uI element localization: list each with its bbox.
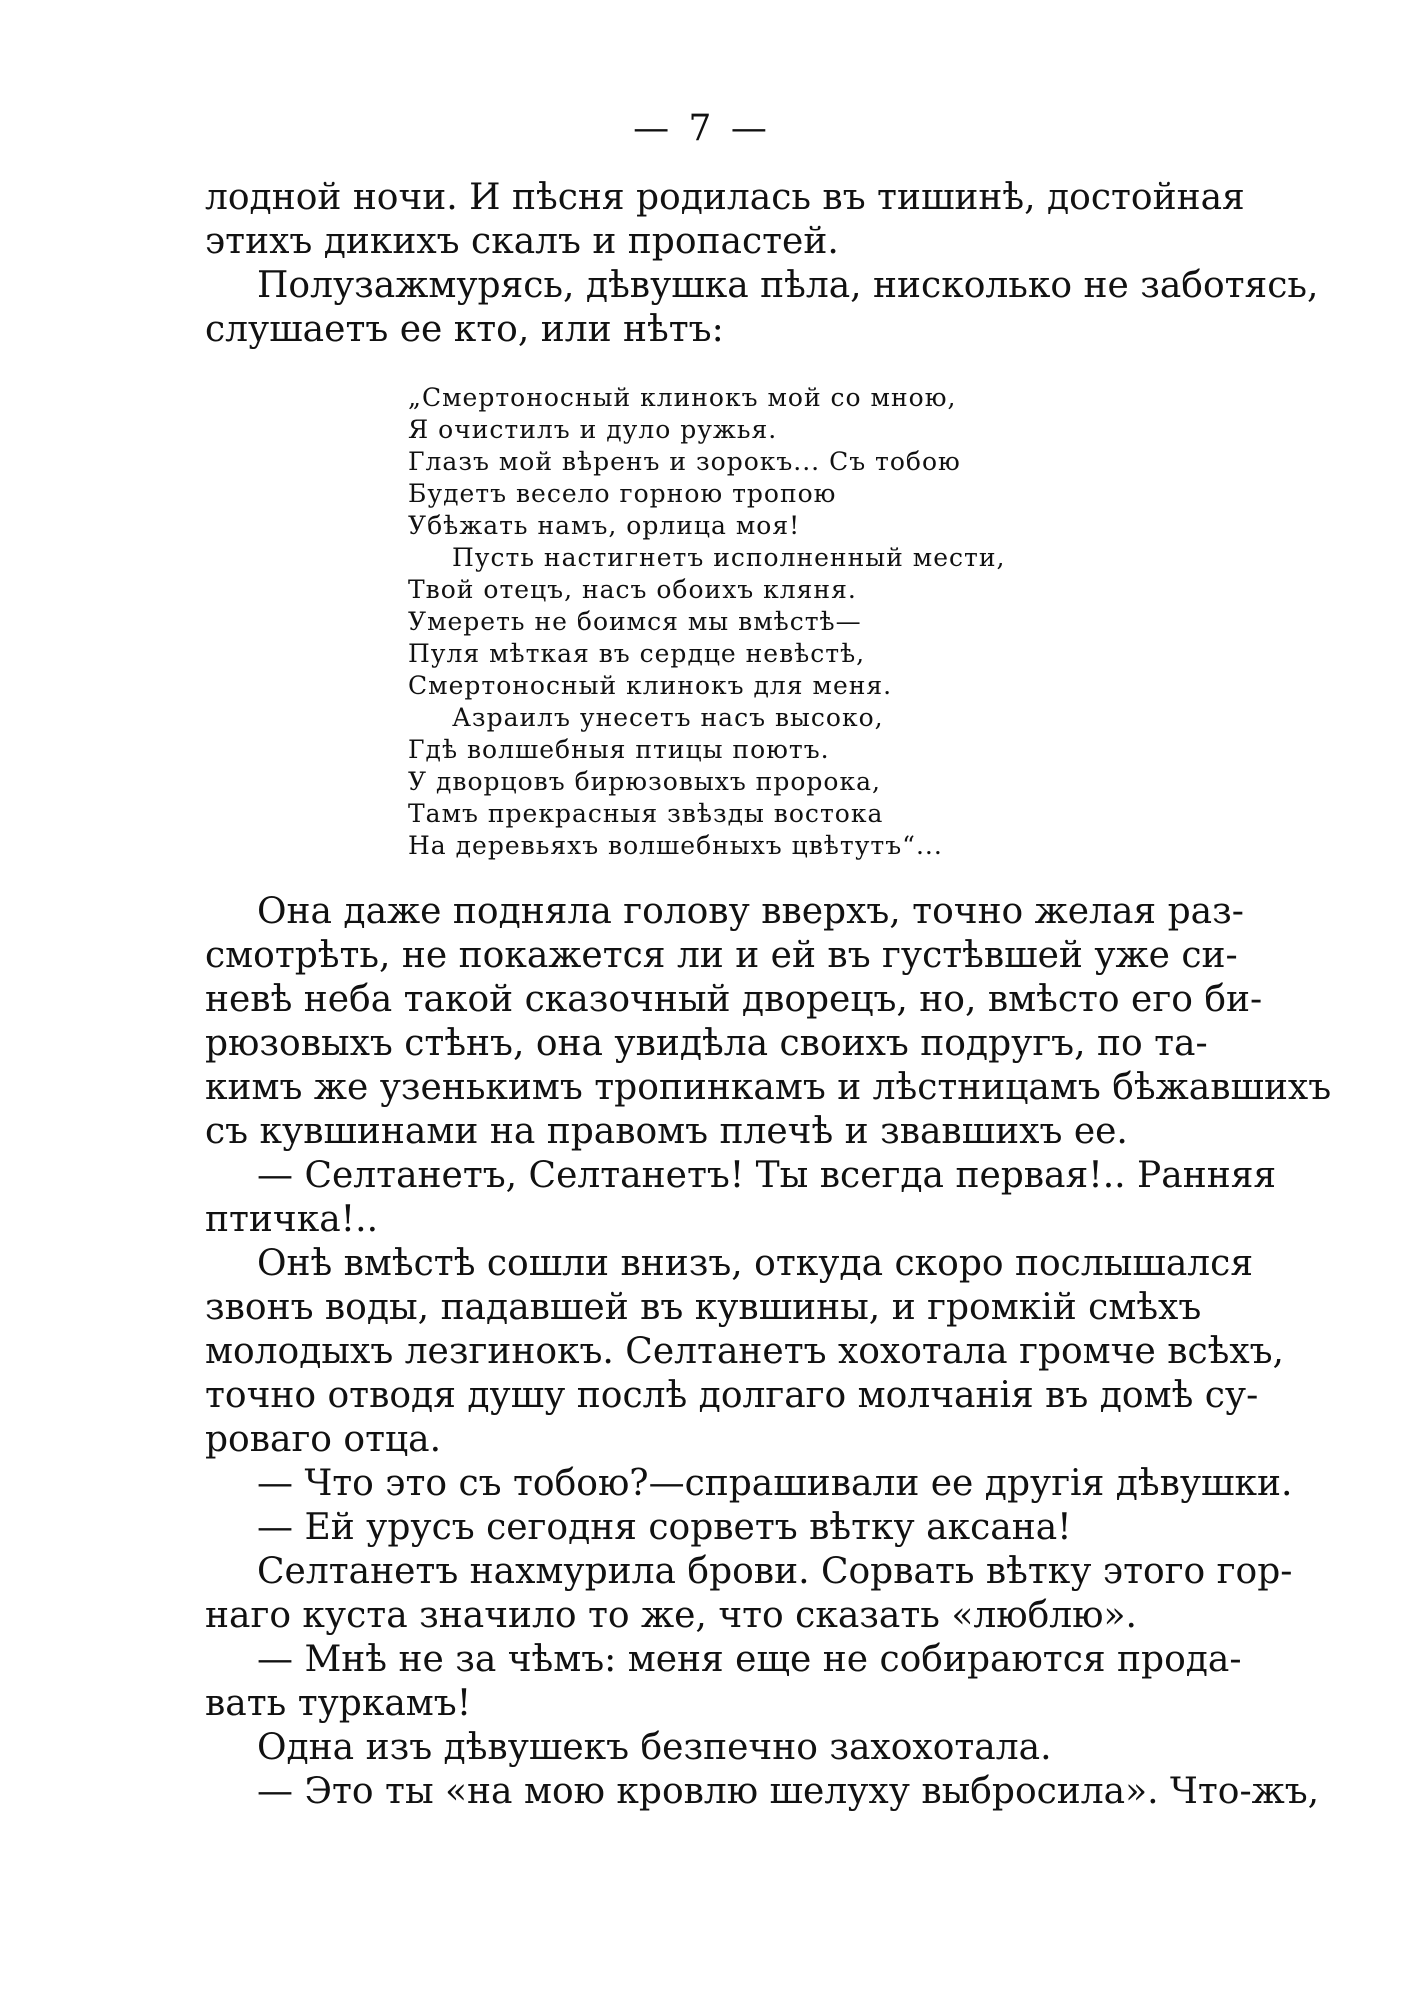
text-line: Онѣ вмѣстѣ сошли внизъ, откуда скоро послышался <box>257 1243 1254 1284</box>
poem-line: Тамъ прекрасныя звѣзды востока <box>408 799 884 828</box>
page-number: — 7 — <box>633 108 771 149</box>
text-line: — Селтанетъ, Селтанетъ! Ты всегда первая!.. Ранняя <box>257 1155 1277 1196</box>
text-line: — Это ты «на мою кровлю шелуху выбросила». Что-жъ, <box>257 1771 1320 1812</box>
text-line: роваго отца. <box>205 1419 442 1460</box>
poem-line: Гдѣ волшебныя птицы поютъ. <box>408 735 830 764</box>
body-text <box>205 890 1332 1814</box>
text-line: невѣ неба такой сказочный дворецъ, но, вмѣсто его би- <box>205 979 1263 1020</box>
poem-line: У дворцовъ бирюзовыхъ пророка, <box>408 767 881 796</box>
poem-line: Глазъ мой вѣренъ и зорокъ... Съ тобою <box>408 447 961 476</box>
poem-line: Пусть настигнетъ исполненный мести, <box>452 543 1006 572</box>
poem-line: Азраилъ унесетъ насъ высоко, <box>452 703 884 732</box>
poem <box>408 382 1008 862</box>
text-line: — Что это съ тобою?—спрашивали ее другія дѣвушки. <box>257 1463 1293 1504</box>
text-line: слушаетъ ее кто, или нѣтъ: <box>205 309 724 350</box>
poem-line: Будетъ весело горною тропою <box>408 479 837 508</box>
text-line: Одна изъ дѣвушекъ безпечно захохотала. <box>257 1727 1052 1768</box>
text-line: птичка!.. <box>205 1199 379 1240</box>
poem-line: „Смертоносный клинокъ мой со мною, <box>408 383 957 412</box>
text-line: Полузажмурясь, дѣвушка пѣла, нисколько не заботясь, <box>257 265 1319 306</box>
text-line: точно отводя душу послѣ долгаго молчанія въ домѣ су- <box>205 1375 1259 1416</box>
poem-line: Пуля мѣткая въ сердце невѣстѣ, <box>408 639 866 668</box>
text-line: вать туркамъ! <box>205 1683 472 1724</box>
text-line: кимъ же узенькимъ тропинкамъ и лѣстницамъ бѣжавшихъ <box>205 1067 1332 1108</box>
text-line: лодной ночи. И пѣсня родилась въ тишинѣ, достойная <box>205 177 1245 218</box>
poem-line: На деревьяхъ волшебныхъ цвѣтутъ“... <box>408 831 943 860</box>
text-line: этихъ дикихъ скалъ и пропастей. <box>205 221 839 262</box>
intro-text <box>205 176 1319 352</box>
text-line: рюзовыхъ стѣнъ, она увидѣла своихъ подругъ, по та- <box>205 1023 1208 1064</box>
poem-line: Убѣжать намъ, орлица моя! <box>408 511 801 540</box>
text-line: наго куста значило то же, что сказать «люблю». <box>205 1595 1137 1636</box>
text-line: Селтанетъ нахмурила брови. Сорвать вѣтку этого гор- <box>257 1551 1293 1592</box>
poem-line: Умереть не боимся мы вмѣстѣ— <box>408 607 862 636</box>
poem-line: Смертоносный клинокъ для меня. <box>408 671 893 700</box>
text-line: — Ей урусъ сегодня сорветъ вѣтку аксана! <box>257 1507 1072 1548</box>
text-line: смотрѣть, не покажется ли и ей въ густѣвшей уже си- <box>205 935 1238 976</box>
poem-line: Твой отецъ, насъ обоихъ кляня. <box>408 575 857 604</box>
text-line: съ кувшинами на правомъ плечѣ и звавшихъ ее. <box>205 1111 1128 1152</box>
poem-line: Я очистилъ и дуло ружья. <box>408 415 778 444</box>
text-line: — Мнѣ не за чѣмъ: меня еще не собираются прода- <box>257 1639 1242 1680</box>
text-line: молодыхъ лезгинокъ. Селтанетъ хохотала громче всѣхъ, <box>205 1331 1284 1372</box>
text-line: Она даже подняла голову вверхъ, точно желая раз- <box>257 891 1244 932</box>
text-line: звонъ воды, падавшей въ кувшины, и громкій смѣхъ <box>205 1287 1202 1328</box>
